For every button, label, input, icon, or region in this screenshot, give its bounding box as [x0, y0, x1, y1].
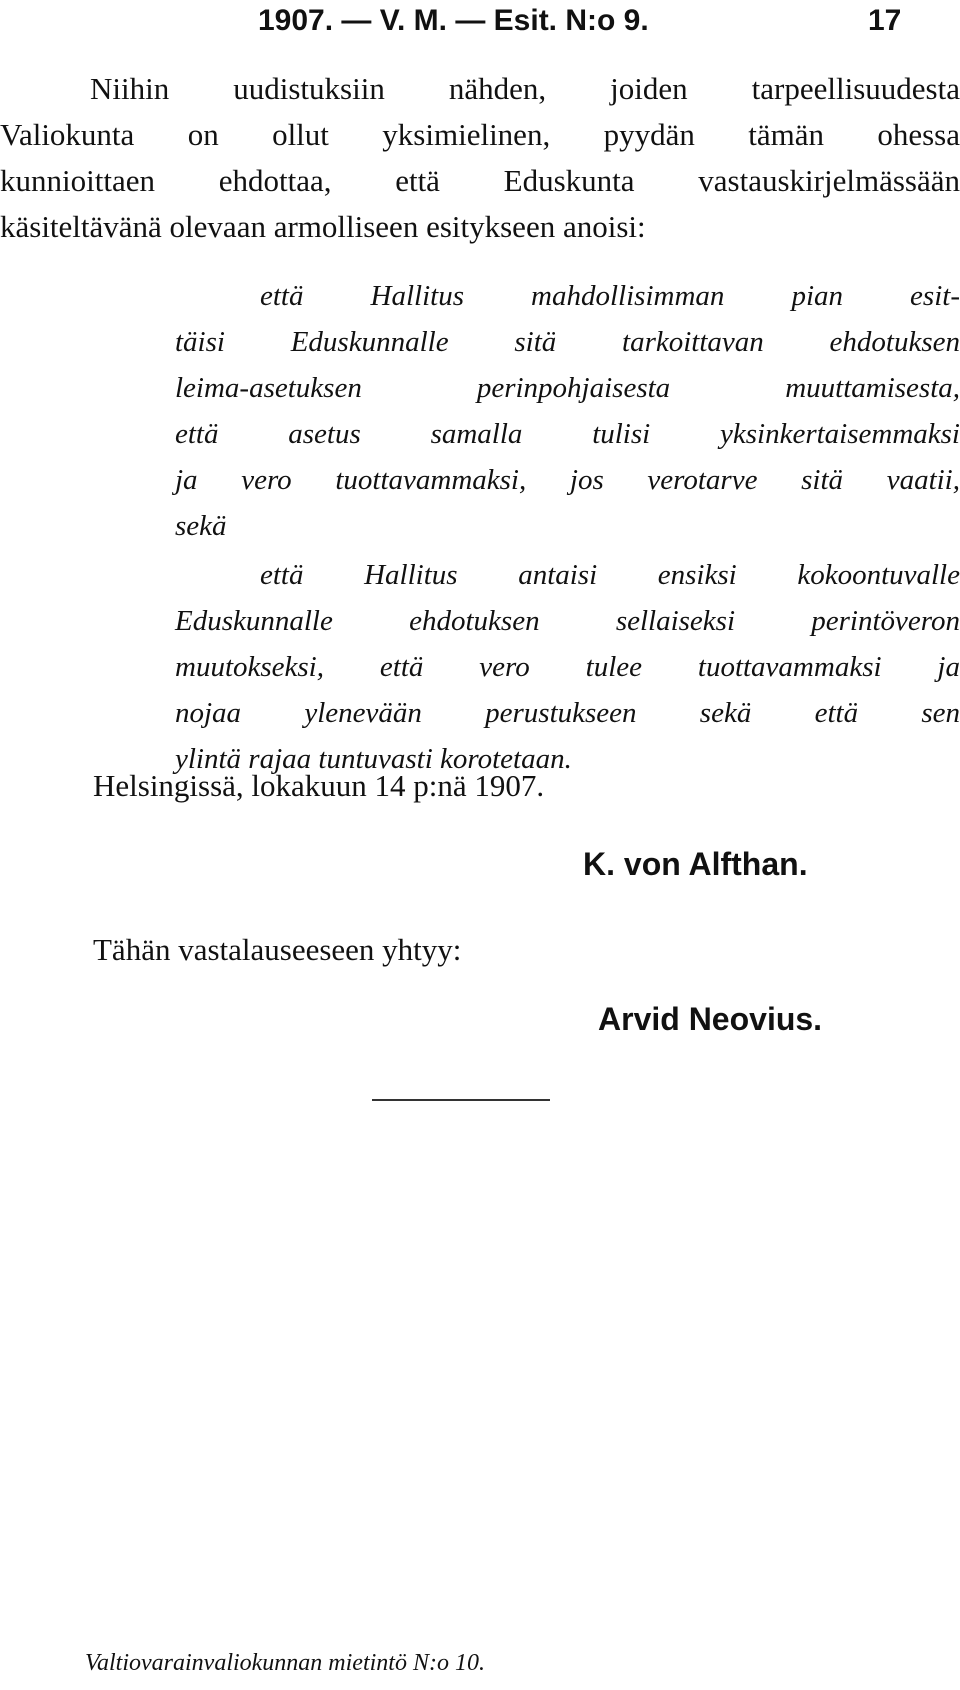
page-number: 17	[868, 4, 902, 37]
separator-rule	[372, 1099, 550, 1101]
intro-line: Niihin uudistuksiin nähden, joiden tarpeellisuudesta	[90, 71, 960, 106]
intro-line: kunnioittaen ehdottaa, että Eduskunta vastauskirjelmässään	[0, 163, 960, 198]
proposal-line: Eduskunnalle ehdotuksen sellaiseksi perintöveron	[175, 605, 960, 637]
proposal-line: nojaa ylenevään perustukseen sekä että sen	[175, 697, 960, 729]
intro-paragraph	[0, 66, 960, 250]
proposal-line: leima-asetuksen perinpohjaisesta muuttamisesta,	[175, 372, 960, 404]
proposal-line: sekä	[175, 510, 227, 542]
proposal-2	[175, 552, 960, 782]
proposal-line: että Hallitus mahdollisimman pian esit-	[260, 280, 960, 312]
proposal-line: ylintä rajaa tuntuvasti korotetaan.	[175, 743, 572, 775]
proposal-line: täisi Eduskunnalle sitä tarkoittavan ehdotuksen	[175, 326, 960, 358]
signature-1: K. von Alfthan.	[583, 846, 808, 882]
footer-reference: Valtiovarainvaliokunnan mietintö N:o 10.	[85, 1650, 485, 1676]
intro-line: Valiokunta on ollut yksimielinen, pyydän tämän ohessa	[0, 117, 960, 152]
proposal-line: että asetus samalla tulisi yksinkertaisemmaksi	[175, 418, 960, 450]
page-header-reference: 1907. — V. M. — Esit. N:o 9.	[258, 4, 649, 37]
proposal-1	[175, 273, 960, 549]
place-date: Helsingissä, lokakuun 14 p:nä 1907.	[93, 768, 545, 803]
proposal-line: ja vero tuottavammaksi, jos verotarve sitä vaatii,	[175, 464, 960, 496]
proposal-line: että Hallitus antaisi ensiksi kokoontuvalle	[260, 559, 960, 591]
intro-line: käsiteltävänä olevaan armolliseen esitykseen anoisi:	[0, 209, 646, 244]
signature-2: Arvid Neovius.	[598, 1001, 823, 1037]
joined-label: Tähän vastalauseeseen yhtyy:	[93, 932, 462, 967]
proposal-line: muutokseksi, että vero tulee tuottavammaksi ja	[175, 651, 960, 683]
